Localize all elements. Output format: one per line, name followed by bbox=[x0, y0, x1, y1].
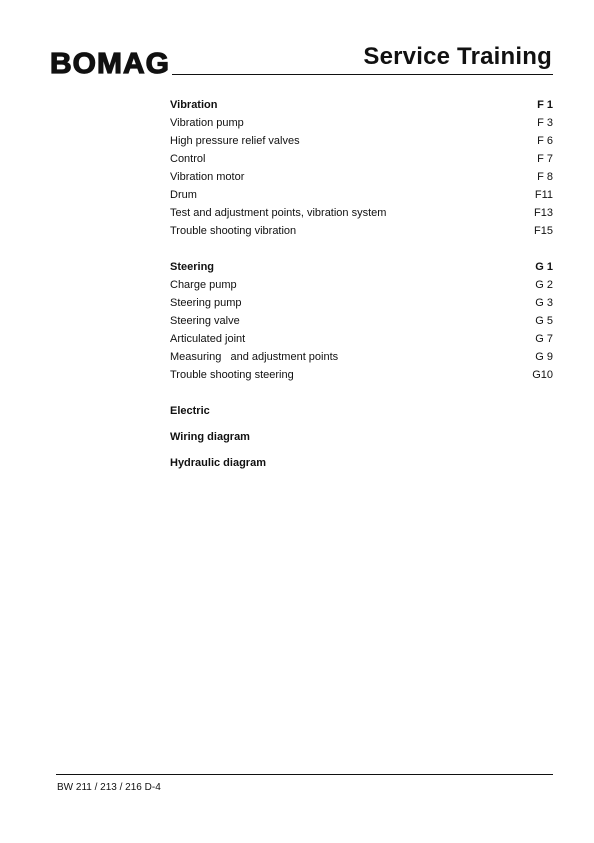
toc-heading-label: Vibration bbox=[170, 99, 218, 111]
toc-entry bbox=[170, 294, 553, 312]
toc-heading-page: G 1 bbox=[535, 261, 553, 273]
toc-entry-page: G 3 bbox=[535, 297, 553, 309]
toc-entry bbox=[170, 114, 553, 132]
toc-section-vibration bbox=[170, 96, 553, 240]
toc-heading-label: Steering bbox=[170, 261, 215, 273]
toc-entry bbox=[170, 348, 553, 366]
toc-entry-page: F15 bbox=[534, 225, 553, 237]
toc-entry-page: F13 bbox=[534, 207, 553, 219]
toc-entry-page: G 2 bbox=[535, 279, 553, 291]
toc-entry-page: F11 bbox=[534, 189, 553, 201]
toc-heading-wiring-diagram: Wiring diagram bbox=[170, 431, 250, 443]
toc-entry-page: F 8 bbox=[537, 171, 553, 183]
toc-heading-hydraulic-diagram: Hydraulic diagram bbox=[170, 457, 266, 469]
toc-entry-label: Measuring and adjustment points bbox=[170, 351, 339, 363]
toc-entry-label: High pressure relief valves bbox=[170, 135, 300, 147]
toc-entry bbox=[170, 150, 553, 168]
toc-entry-label: Control bbox=[170, 153, 206, 165]
toc-entry bbox=[170, 330, 553, 348]
toc-heading-electric: Electric bbox=[170, 405, 210, 417]
toc-entry bbox=[170, 312, 553, 330]
toc-entry-label: Trouble shooting vibration bbox=[170, 225, 297, 237]
bomag-logo-text: BOMAG bbox=[50, 48, 170, 78]
header-divider bbox=[172, 74, 553, 75]
toc-entry-label: Test and adjustment points, vibration system bbox=[170, 207, 387, 219]
toc-section-steering bbox=[170, 258, 553, 384]
toc-heading-row bbox=[170, 258, 553, 276]
toc-entry-page: G10 bbox=[532, 369, 553, 381]
toc-heading-row bbox=[170, 96, 553, 114]
toc-entry-page: G 5 bbox=[535, 315, 553, 327]
toc-entry-label: Articulated joint bbox=[170, 333, 246, 345]
toc-entry bbox=[170, 132, 553, 150]
toc-entry-label: Charge pump bbox=[170, 279, 237, 291]
toc-entry-label: Drum bbox=[170, 189, 197, 201]
toc-entry bbox=[170, 204, 553, 222]
toc-entry bbox=[170, 276, 553, 294]
footer-model-label: BW 211 / 213 / 216 D-4 bbox=[57, 782, 161, 793]
toc-entry-label: Vibration motor bbox=[170, 171, 245, 183]
toc-entry-page: G 7 bbox=[535, 333, 553, 345]
toc-entry-label: Trouble shooting steering bbox=[170, 369, 294, 381]
toc-entry bbox=[170, 222, 553, 240]
page-title: Service Training bbox=[363, 43, 552, 70]
toc-entry bbox=[170, 366, 553, 384]
toc-entry-page: F 6 bbox=[537, 135, 553, 147]
footer-divider bbox=[56, 774, 553, 775]
table-of-contents bbox=[170, 96, 553, 480]
toc-entry-page: F 7 bbox=[537, 153, 553, 165]
toc-entry-label: Vibration pump bbox=[170, 117, 244, 129]
toc-entry-page: F 3 bbox=[537, 117, 553, 129]
bomag-logo bbox=[50, 48, 172, 78]
toc-entry-label: Steering pump bbox=[170, 297, 242, 309]
toc-entry bbox=[170, 168, 553, 186]
toc-entry bbox=[170, 186, 553, 204]
toc-entry-page: G 9 bbox=[535, 351, 553, 363]
toc-heading-page: F 1 bbox=[537, 99, 553, 111]
toc-entry-label: Steering valve bbox=[170, 315, 240, 327]
